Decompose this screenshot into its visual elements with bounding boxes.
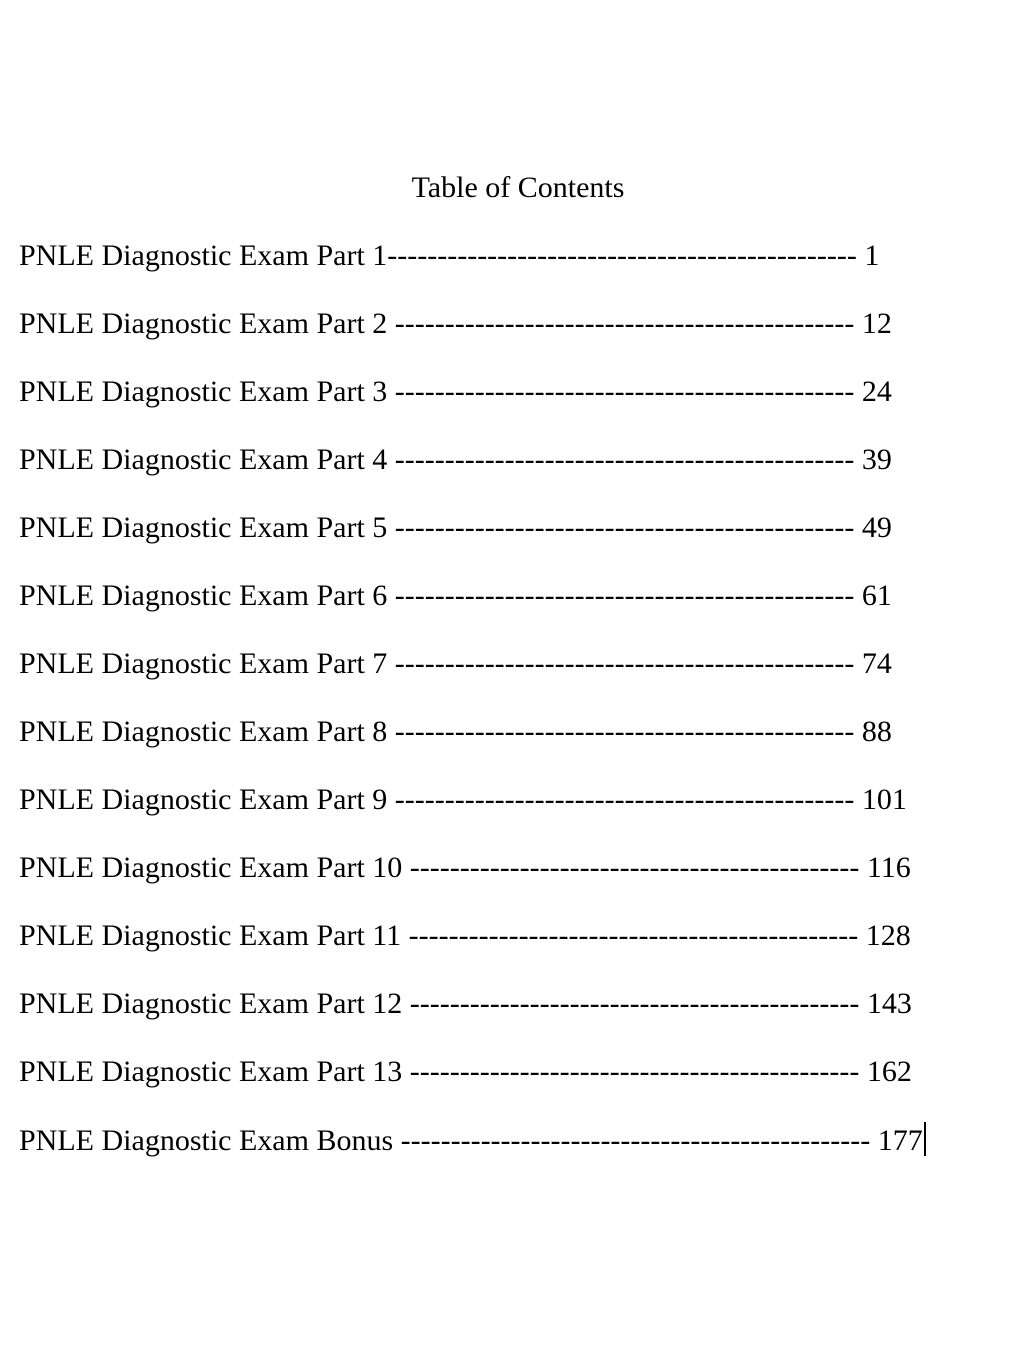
- toc-entry-separator: [387, 715, 395, 748]
- toc-entry-separator: [387, 375, 395, 408]
- toc-entry-label: PNLE Diagnostic Exam Part 7: [19, 647, 388, 680]
- toc-entry-separator: [387, 783, 395, 816]
- toc-list: [19, 238, 926, 1190]
- toc-title: Table of Contents: [411, 171, 625, 204]
- toc-entry-label: PNLE Diagnostic Exam Part 8: [19, 715, 388, 748]
- toc-entry-leader: -----------------------------------------------: [387, 239, 857, 272]
- toc-entry-separator: [387, 307, 395, 340]
- toc-entry-separator: [387, 443, 395, 476]
- toc-entry-label: PNLE Diagnostic Exam Part 11: [19, 919, 402, 952]
- toc-entry: [19, 510, 926, 578]
- toc-entry-page: 39: [861, 443, 892, 476]
- toc-entry: [19, 714, 926, 782]
- toc-entry: [19, 850, 926, 918]
- toc-entry: [19, 986, 926, 1054]
- toc-entry-leader: ----------------------------------------------: [394, 375, 855, 408]
- toc-entry-separator: [402, 1055, 410, 1088]
- toc-entry-page: 128: [865, 919, 911, 952]
- toc-entry-leader: -----------------------------------------------: [400, 1124, 871, 1157]
- toc-entry-page: 24: [861, 375, 892, 408]
- toc-entry-label: PNLE Diagnostic Exam Part 3: [19, 375, 388, 408]
- toc-entry-separator: [393, 1124, 401, 1157]
- toc-entry-label: PNLE Diagnostic Exam Part 12: [19, 987, 403, 1020]
- toc-entry-label: PNLE Diagnostic Exam Part 6: [19, 579, 388, 612]
- toc-entry-leader: ----------------------------------------------: [394, 579, 855, 612]
- toc-entry-leader: ---------------------------------------------: [408, 919, 859, 952]
- toc-entry: [19, 646, 926, 714]
- toc-entry-page: 74: [861, 647, 892, 680]
- toc-entry-label: PNLE Diagnostic Exam Part 4: [19, 443, 388, 476]
- toc-entry-page: 143: [866, 987, 912, 1020]
- toc-entry-separator: [387, 511, 395, 544]
- toc-entry-separator: [401, 919, 409, 952]
- toc-entry-label: PNLE Diagnostic Exam Part 10: [19, 851, 403, 884]
- toc-entry-page: 101: [861, 783, 907, 816]
- toc-entry: [19, 578, 926, 646]
- toc-entry-page: 1: [864, 239, 880, 272]
- toc-entry: [19, 442, 926, 510]
- toc-entry: [19, 782, 926, 850]
- text-cursor: [924, 1122, 926, 1156]
- toc-entry: [19, 306, 926, 374]
- toc-entry-leader: ---------------------------------------------: [409, 987, 860, 1020]
- toc-entry-leader: ----------------------------------------------: [394, 511, 855, 544]
- toc-entry-leader: ---------------------------------------------: [409, 1055, 860, 1088]
- toc-entry-label: PNLE Diagnostic Exam Part 13: [19, 1055, 403, 1088]
- toc-entry-leader: ----------------------------------------------: [394, 307, 855, 340]
- toc-entry-label: PNLE Diagnostic Exam Part 9: [19, 783, 388, 816]
- toc-entry-label: PNLE Diagnostic Exam Part 1: [19, 239, 388, 272]
- toc-entry: [19, 1054, 926, 1122]
- toc-entry-leader: ----------------------------------------------: [394, 443, 855, 476]
- toc-entry-leader: ----------------------------------------------: [394, 715, 855, 748]
- toc-entry-page: 116: [866, 851, 911, 884]
- toc-entry: [19, 374, 926, 442]
- toc-entry: [19, 918, 926, 986]
- toc-entry-label: PNLE Diagnostic Exam Part 5: [19, 511, 388, 544]
- toc-entry-page: 177: [877, 1124, 923, 1157]
- toc-entry-page: 88: [861, 715, 892, 748]
- toc-entry-page: 61: [861, 579, 892, 612]
- toc-entry-separator: [387, 579, 395, 612]
- toc-entry-page: 162: [866, 1055, 912, 1088]
- toc-entry-page: 49: [861, 511, 892, 544]
- toc-entry-separator: [402, 851, 410, 884]
- toc-entry-leader: ---------------------------------------------: [409, 851, 860, 884]
- toc-entry: [19, 1122, 926, 1190]
- toc-entry-label: PNLE Diagnostic Exam Part 2: [19, 307, 388, 340]
- toc-entry-leader: ----------------------------------------------: [394, 783, 855, 816]
- toc-entry: [19, 238, 926, 306]
- toc-entry-label: PNLE Diagnostic Exam Bonus: [19, 1124, 394, 1157]
- toc-entry-page: 12: [861, 307, 892, 340]
- toc-entry-leader: ----------------------------------------------: [394, 647, 855, 680]
- toc-entry-separator: [402, 987, 410, 1020]
- toc-entry-separator: [387, 647, 395, 680]
